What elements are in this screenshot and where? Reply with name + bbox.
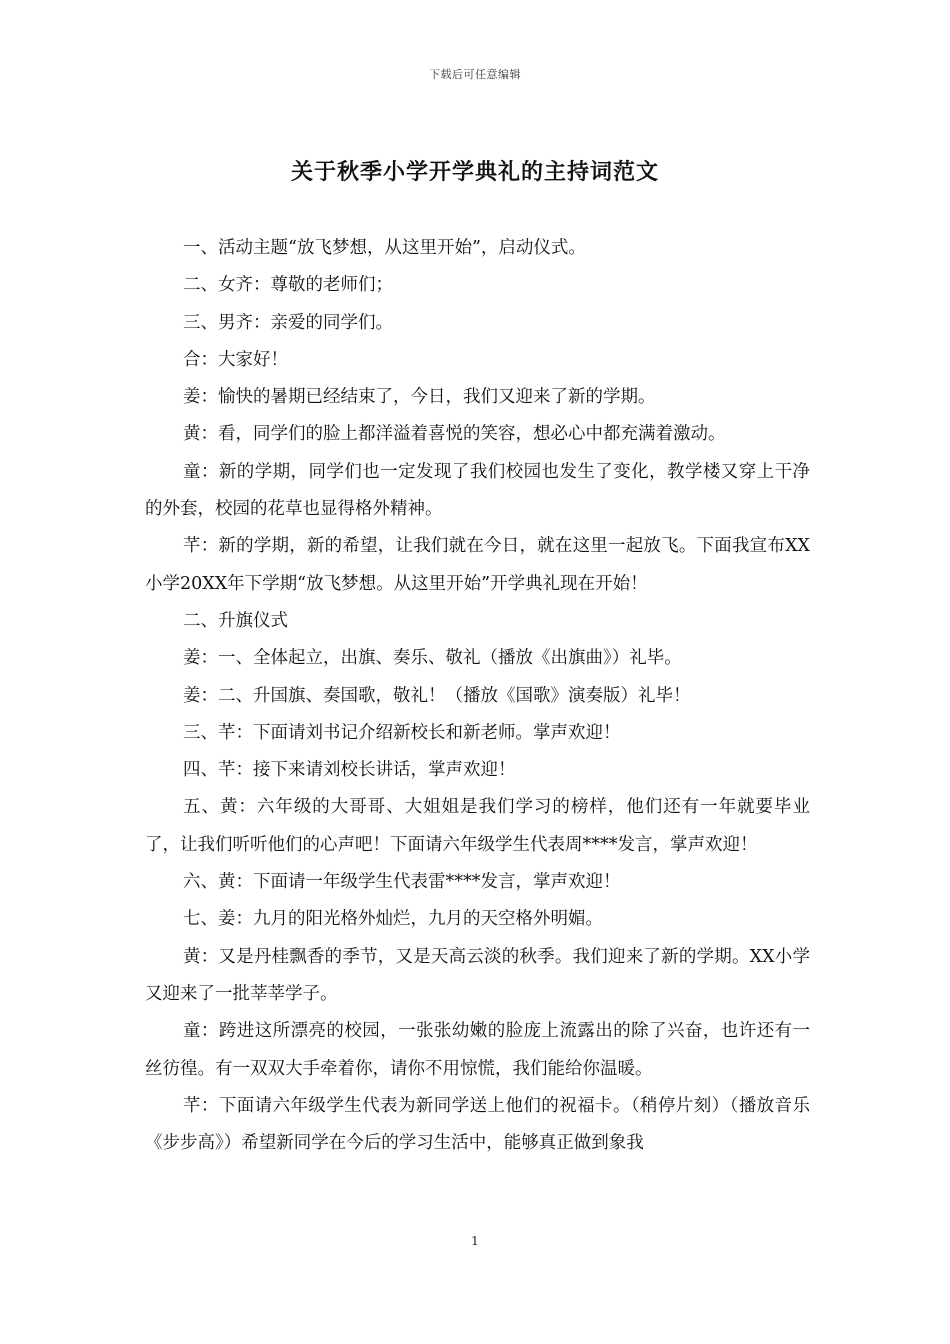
paragraph: 四、芊：接下来请刘校长讲话，掌声欢迎！ bbox=[183, 760, 516, 781]
paragraph: 黄：又是丹桂飘香的季节，又是天高云淡的秋季。我们迎来了新的学期。XX小学又迎来了一批莘莘学子。 bbox=[145, 946, 810, 1004]
document-title: 关于秋季小学开学典礼的主持词范文 bbox=[290, 159, 659, 185]
paragraph: 姜：二、升国旗、奏国歌，敬礼！（播放《国歌》演奏版）礼毕！ bbox=[183, 685, 691, 706]
paragraph: 童：跨进这所漂亮的校园，一张张幼嫩的脸庞上流露出的除了兴奋，也许还有一丝彷徨。有一双双大手牵着你，请你不用惊慌，我们能给你温暖。 bbox=[145, 1021, 810, 1079]
paragraph: 五、黄：六年级的大哥哥、大姐姐是我们学习的榜样，他们还有一年就要毕业了，让我们听听他们的心声吧！下面请六年级学生代表周****发言，掌声欢迎！ bbox=[145, 797, 810, 855]
paragraph: 一、活动主题“放飞梦想，从这里开始”，启动仪式。 bbox=[183, 238, 586, 258]
paragraph: 六、黄：下面请一年级学生代表雷****发言，掌声欢迎！ bbox=[183, 872, 621, 893]
paragraph: 童：新的学期，同学们也一定发现了我们校园也发生了变化，教学楼又穿上干净的外套，校园的花草也显得格外精神。 bbox=[145, 461, 810, 520]
page-number: 1 bbox=[471, 1234, 479, 1248]
paragraph: 黄：看，同学们的脸上都洋溢着喜悦的笑容，想必心中都充满着激动。 bbox=[183, 424, 726, 445]
paragraph: 二、女齐：尊敬的老师们； bbox=[183, 275, 393, 296]
paragraph: 二、升旗仪式 bbox=[183, 610, 288, 631]
paragraph: 三、芊：下面请刘书记介绍新校长和新老师。掌声欢迎！ bbox=[183, 722, 621, 743]
paragraph: 姜：愉快的暑期已经结束了，今日，我们又迎来了新的学期。 bbox=[183, 387, 656, 408]
paragraph: 芊：新的学期，新的希望，让我们就在今日，就在这里一起放飞。下面我宣布XX小学20XX年下学期“放飞梦想。从这里开始”开学典礼现在开始！ bbox=[145, 536, 810, 594]
paragraph: 合：大家好！ bbox=[183, 349, 288, 370]
page-header: 下载后可任意编辑 bbox=[429, 68, 521, 81]
paragraph: 三、男齐：亲爱的同学们。 bbox=[183, 312, 393, 333]
paragraph: 七、姜：九月的阳光格外灿烂，九月的天空格外明媚。 bbox=[183, 909, 603, 930]
paragraph: 姜：一、全体起立，出旗、奏乐、敬礼（播放《出旗曲》）礼毕。 bbox=[183, 648, 682, 669]
paragraph: 芊：下面请六年级学生代表为新同学送上他们的祝福卡。（稍停片刻）（播放音乐《步步高》）希望新同学在今后的学习生活中，能够真正做到象我 bbox=[145, 1095, 810, 1154]
document-body bbox=[145, 230, 810, 1162]
